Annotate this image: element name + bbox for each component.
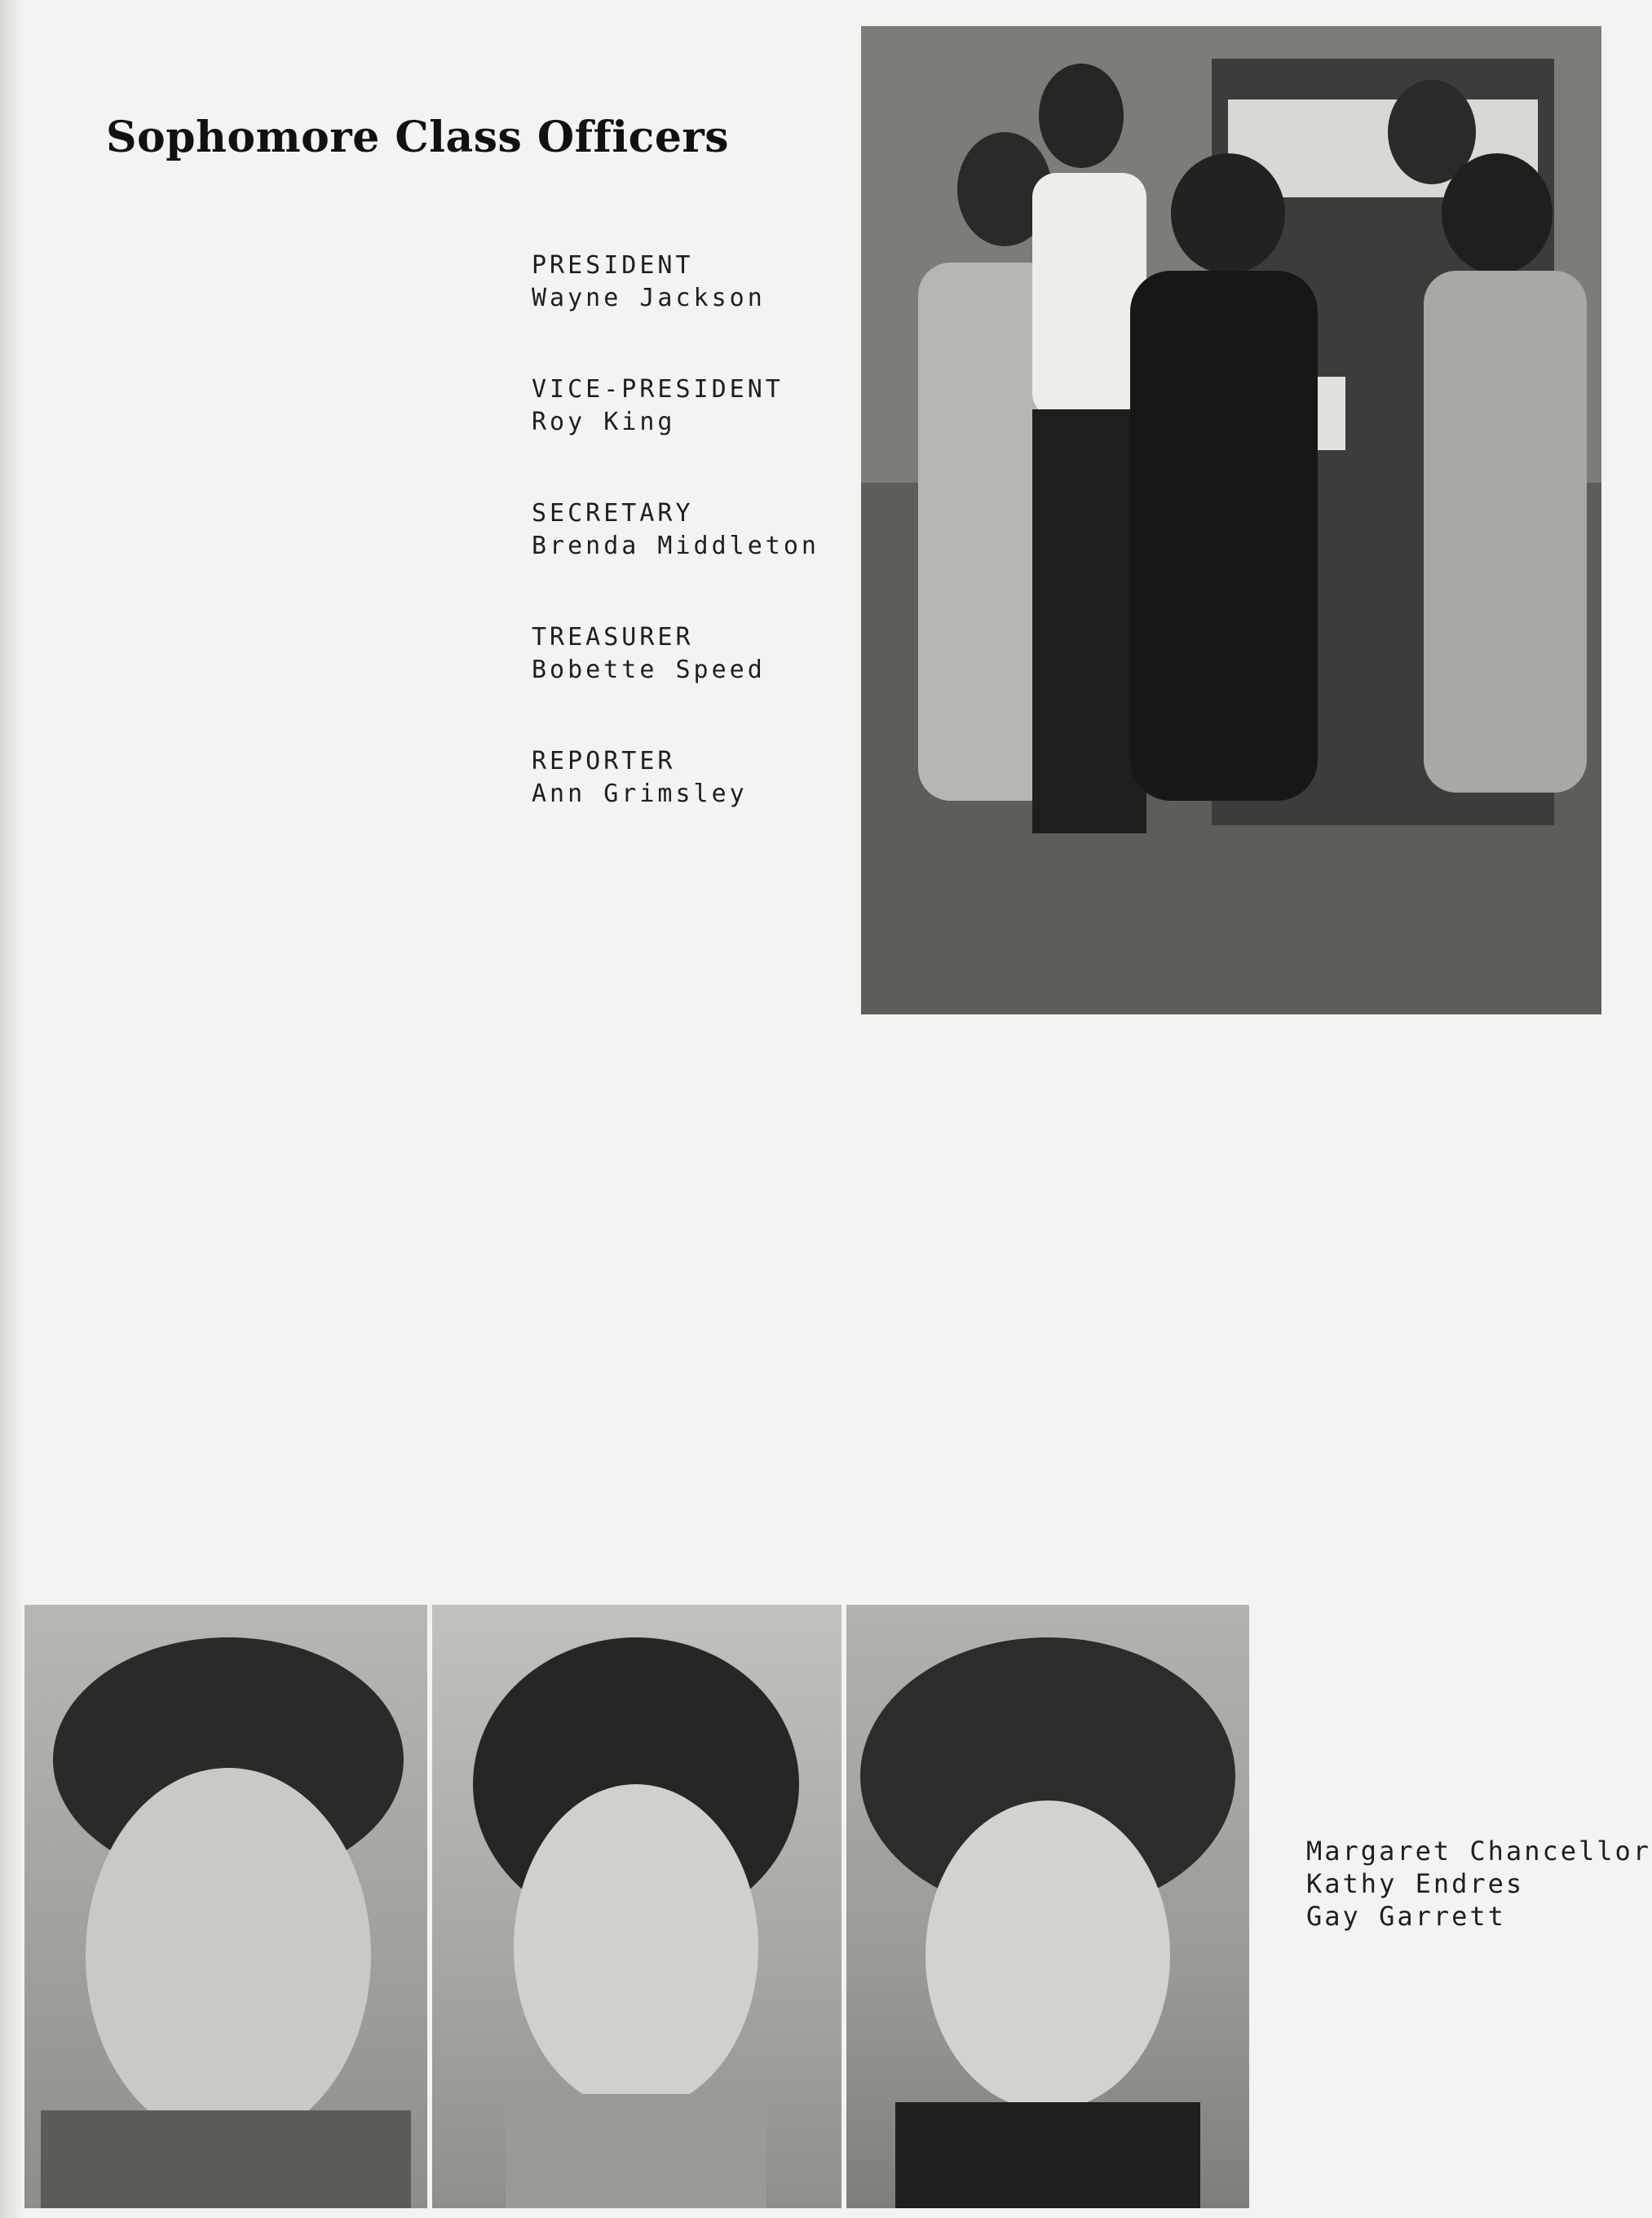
officer-role: SECRETARY [532, 499, 694, 528]
officer-entry [532, 250, 858, 315]
officer-entry [532, 497, 858, 563]
portrait-photo [24, 1605, 427, 2208]
portrait-illustration [846, 1605, 1249, 2208]
officer-name: Wayne Jackson [532, 284, 766, 312]
group-photo-illustration [861, 26, 1601, 1014]
officer-name: Bobette Speed [532, 656, 766, 684]
portrait-photo [846, 1605, 1249, 2208]
page-title: Sophomore Class Officers [106, 113, 730, 162]
officer-name: Roy King [532, 408, 676, 436]
officer-entry [532, 621, 858, 687]
portrait-illustration [432, 1605, 841, 2208]
officer-role: VICE-PRESIDENT [532, 375, 784, 404]
officer-name: Brenda Middleton [532, 532, 819, 560]
officer-entry [532, 745, 858, 811]
portrait-name: Kathy Endres [1306, 1868, 1525, 1899]
officer-role: REPORTER [532, 747, 676, 775]
officer-entry [532, 373, 858, 439]
page-edge-shadow [0, 0, 24, 2218]
portrait-photo [432, 1605, 841, 2208]
portrait-names [1306, 1835, 1651, 1933]
portrait-illustration [24, 1605, 427, 2208]
officer-role: TREASURER [532, 623, 694, 652]
portrait-name: Margaret Chancellor [1306, 1836, 1652, 1867]
portrait-name: Gay Garrett [1306, 1901, 1506, 1932]
officer-role: PRESIDENT [532, 251, 694, 280]
officers-group-photo [861, 26, 1601, 1014]
officer-name: Ann Grimsley [532, 780, 748, 808]
